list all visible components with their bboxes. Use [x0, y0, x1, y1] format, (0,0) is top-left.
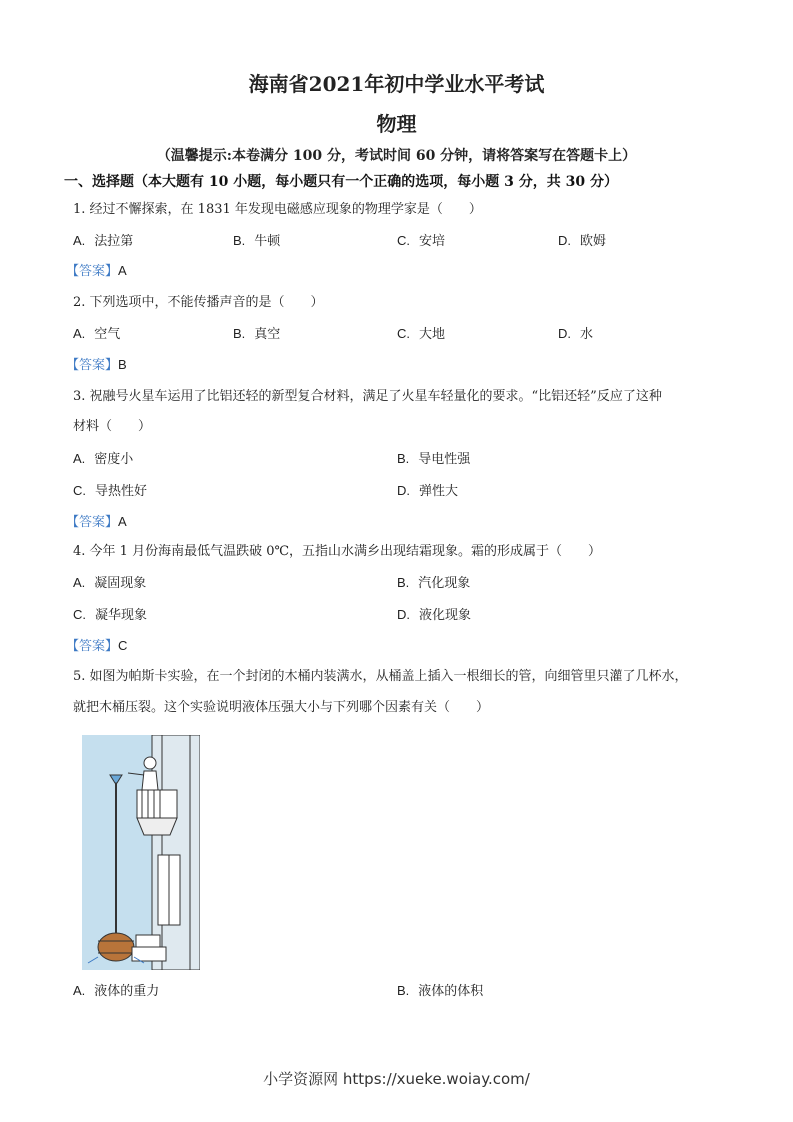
- option-4b: B. 汽化现象: [397, 575, 471, 591]
- option-1a: A. 法拉第: [73, 233, 134, 249]
- question-2-stem: 2. 下列选项中，不能传播声音的是（ ）: [73, 295, 324, 310]
- question-4-stem: 4. 今年 1 月份海南最低气温跌破 0℃，五指山水满乡出现结霜现象。霜的形成属于（ ）: [73, 544, 602, 559]
- answer-4: 【答案】C: [66, 638, 128, 654]
- option-4a: A. 凝固现象: [73, 575, 147, 591]
- option-2c: C. 大地: [397, 326, 446, 342]
- option-1b: B. 牛顿: [233, 233, 281, 249]
- question-5-stem: 5. 如图为帕斯卡实验，在一个封闭的木桶内装满水，从桶盖上插入一根细长的管，向细管里只灌了几杯水，: [73, 669, 688, 684]
- option-3d: D. 弹性大: [397, 483, 459, 499]
- question-3-stem-cont: 材料（ ）: [73, 419, 152, 434]
- option-3b: B. 导电性强: [397, 451, 471, 467]
- option-5a: A. 液体的重力: [73, 983, 160, 999]
- option-4c: C. 凝华现象: [73, 607, 148, 623]
- option-3c: C. 导热性好: [73, 483, 148, 499]
- option-2d: D. 水: [558, 326, 594, 342]
- option-5b: B. 液体的体积: [397, 983, 484, 999]
- option-1c: C. 安培: [397, 233, 446, 249]
- question-3-stem: 3. 祝融号火星车运用了比铝还轻的新型复合材料，满足了火星车轻量化的要求。“比铝还轻”反应了这种: [73, 389, 662, 404]
- option-2b: B. 真空: [233, 326, 281, 342]
- answer-2: 【答案】B: [66, 357, 127, 373]
- section-title: 一、选择题（本大题有 10 小题，每小题只有一个正确的选项，每小题 3 分，共 30 分）: [64, 174, 618, 190]
- exam-title: 海南省2021年初中学业水平考试: [248, 72, 545, 96]
- option-3a: A. 密度小: [73, 451, 134, 467]
- answer-3: 【答案】A: [66, 514, 127, 530]
- option-2a: A. 空气: [73, 326, 121, 342]
- question-5-stem-cont: 就把木桶压裂。这个实验说明液体压强大小与下列哪个因素有关（ ）: [73, 700, 490, 715]
- option-4d: D. 液化现象: [397, 607, 472, 623]
- question-1-stem: 1. 经过不懈探索，在 1831 年发现电磁感应现象的物理学家是（ ）: [73, 202, 482, 217]
- page-footer-watermark: 小学资源网 https://xueke.woiay.com/: [263, 1070, 530, 1088]
- subject-title: 物理: [376, 112, 417, 136]
- option-1d: D. 欧姆: [558, 233, 607, 249]
- exam-hint: （温馨提示:本卷满分 100 分，考试时间 60 分钟，请将答案写在答题卡上）: [156, 148, 637, 164]
- pascal-barrel-illustration: [82, 735, 200, 970]
- answer-1: 【答案】A: [66, 263, 127, 279]
